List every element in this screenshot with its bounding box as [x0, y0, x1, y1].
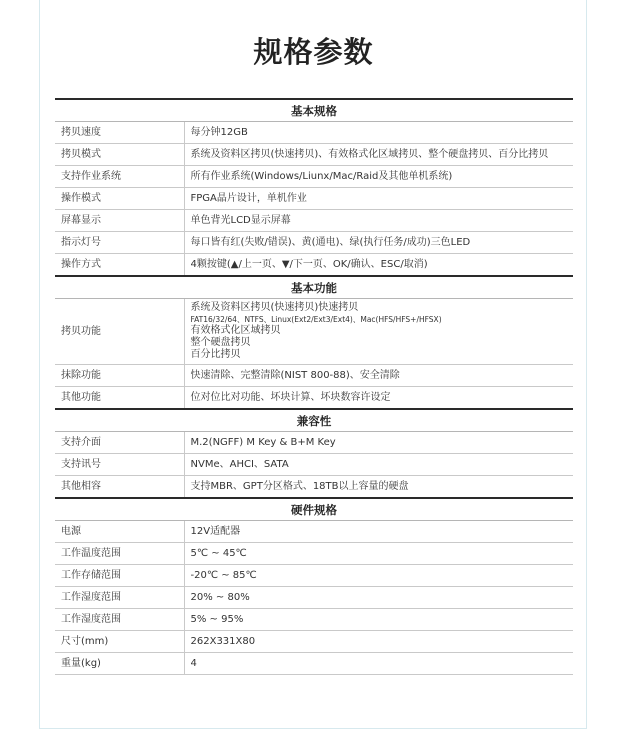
table-row	[55, 387, 573, 410]
row-label: 操作方式	[55, 254, 184, 277]
table-row	[55, 565, 573, 587]
row-value: 支持MBR、GPT分区格式、18TB以上容量的硬盘	[184, 476, 573, 499]
table-row-copy-function	[55, 299, 573, 365]
row-value: NVMe、AHCI、SATA	[184, 454, 573, 476]
table-row	[55, 609, 573, 631]
section-header-basic-functions	[55, 276, 573, 299]
table-row	[55, 543, 573, 565]
copy-line: 系统及资料区拷贝(快速拷贝)快速拷贝	[190, 302, 359, 313]
row-value: 系统及资料区拷贝(快速拷贝)、有效格式化区域拷贝、整个硬盘拷贝、百分比拷贝	[184, 144, 573, 166]
table-row	[55, 454, 573, 476]
table-row	[55, 210, 573, 232]
table-row	[55, 521, 573, 543]
row-value: 262X331X80	[184, 631, 573, 653]
row-value: 4颗按键(▲/上一页、▼/下一页、OK/确认、ESC/取消)	[184, 254, 573, 277]
row-value-multiline	[184, 299, 573, 365]
section-heading: 兼容性	[55, 409, 573, 432]
row-value: FPGA晶片设计，单机作业	[184, 188, 573, 210]
table-row	[55, 144, 573, 166]
copy-line: FAT16/32/64、NTFS、Linux(Ext2/Ext3/Ext4)、Mac(HFS/HFS+/HFSX)	[190, 315, 442, 324]
row-label: 重量(kg)	[55, 653, 184, 675]
row-label: 支持作业系统	[55, 166, 184, 188]
section-heading: 硬件规格	[55, 498, 573, 521]
page-title: 规格参数	[253, 35, 374, 69]
table-row	[55, 432, 573, 454]
row-value: 每口皆有红(失败/错误)、黄(通电)、绿(执行任务/成功)三色LED	[184, 232, 573, 254]
row-label: 操作模式	[55, 188, 184, 210]
table-row	[55, 587, 573, 609]
section-heading: 基本规格	[55, 99, 573, 122]
row-label: 拷贝功能	[55, 299, 184, 365]
row-value: 单色背光LCD显示屏幕	[184, 210, 573, 232]
row-label: 支持介面	[55, 432, 184, 454]
copy-line: 有效格式化区域拷贝	[190, 325, 281, 336]
section-header-compatibility	[55, 409, 573, 432]
row-label: 工作湿度范围	[55, 609, 184, 631]
row-value: M.2(NGFF) M Key & B+M Key	[184, 432, 573, 454]
row-label: 工作存储范围	[55, 565, 184, 587]
row-label: 支持讯号	[55, 454, 184, 476]
table-row	[55, 166, 573, 188]
table-row	[55, 476, 573, 499]
copy-line: 百分比拷贝	[190, 349, 241, 360]
row-value: 快速清除、完整清除(NIST 800-88)、安全清除	[184, 365, 573, 387]
section-header-basic-specs	[55, 99, 573, 122]
table-row	[55, 188, 573, 210]
table-row	[55, 122, 573, 144]
row-label: 指示灯号	[55, 232, 184, 254]
row-value: 所有作业系统(Windows/Liunx/Mac/Raid及其他单机系统)	[184, 166, 573, 188]
table-row	[55, 631, 573, 653]
row-value: 每分钟12GB	[184, 122, 573, 144]
section-header-hardware-specs	[55, 498, 573, 521]
row-value: 位对位比对功能、坏块计算、坏块数容许设定	[184, 387, 573, 410]
section-heading: 基本功能	[55, 276, 573, 299]
row-label: 抹除功能	[55, 365, 184, 387]
row-label: 其他相容	[55, 476, 184, 499]
spec-table	[55, 98, 573, 675]
row-label: 拷贝模式	[55, 144, 184, 166]
row-value: 12V适配器	[184, 521, 573, 543]
row-value: -20℃ ~ 85℃	[184, 565, 573, 587]
row-value: 20% ~ 80%	[184, 587, 573, 609]
row-label: 其他功能	[55, 387, 184, 410]
row-value: 5℃ ~ 45℃	[184, 543, 573, 565]
table-row	[55, 653, 573, 675]
row-value: 5% ~ 95%	[184, 609, 573, 631]
row-label: 工作温度范围	[55, 543, 184, 565]
row-label: 拷贝速度	[55, 122, 184, 144]
table-row	[55, 254, 573, 277]
row-label: 屏幕显示	[55, 210, 184, 232]
copy-line: 整个硬盘拷贝	[190, 337, 251, 348]
table-row	[55, 232, 573, 254]
row-label: 工作湿度范围	[55, 587, 184, 609]
row-value: 4	[184, 653, 573, 675]
row-label: 尺寸(mm)	[55, 631, 184, 653]
table-row	[55, 365, 573, 387]
row-label: 电源	[55, 521, 184, 543]
